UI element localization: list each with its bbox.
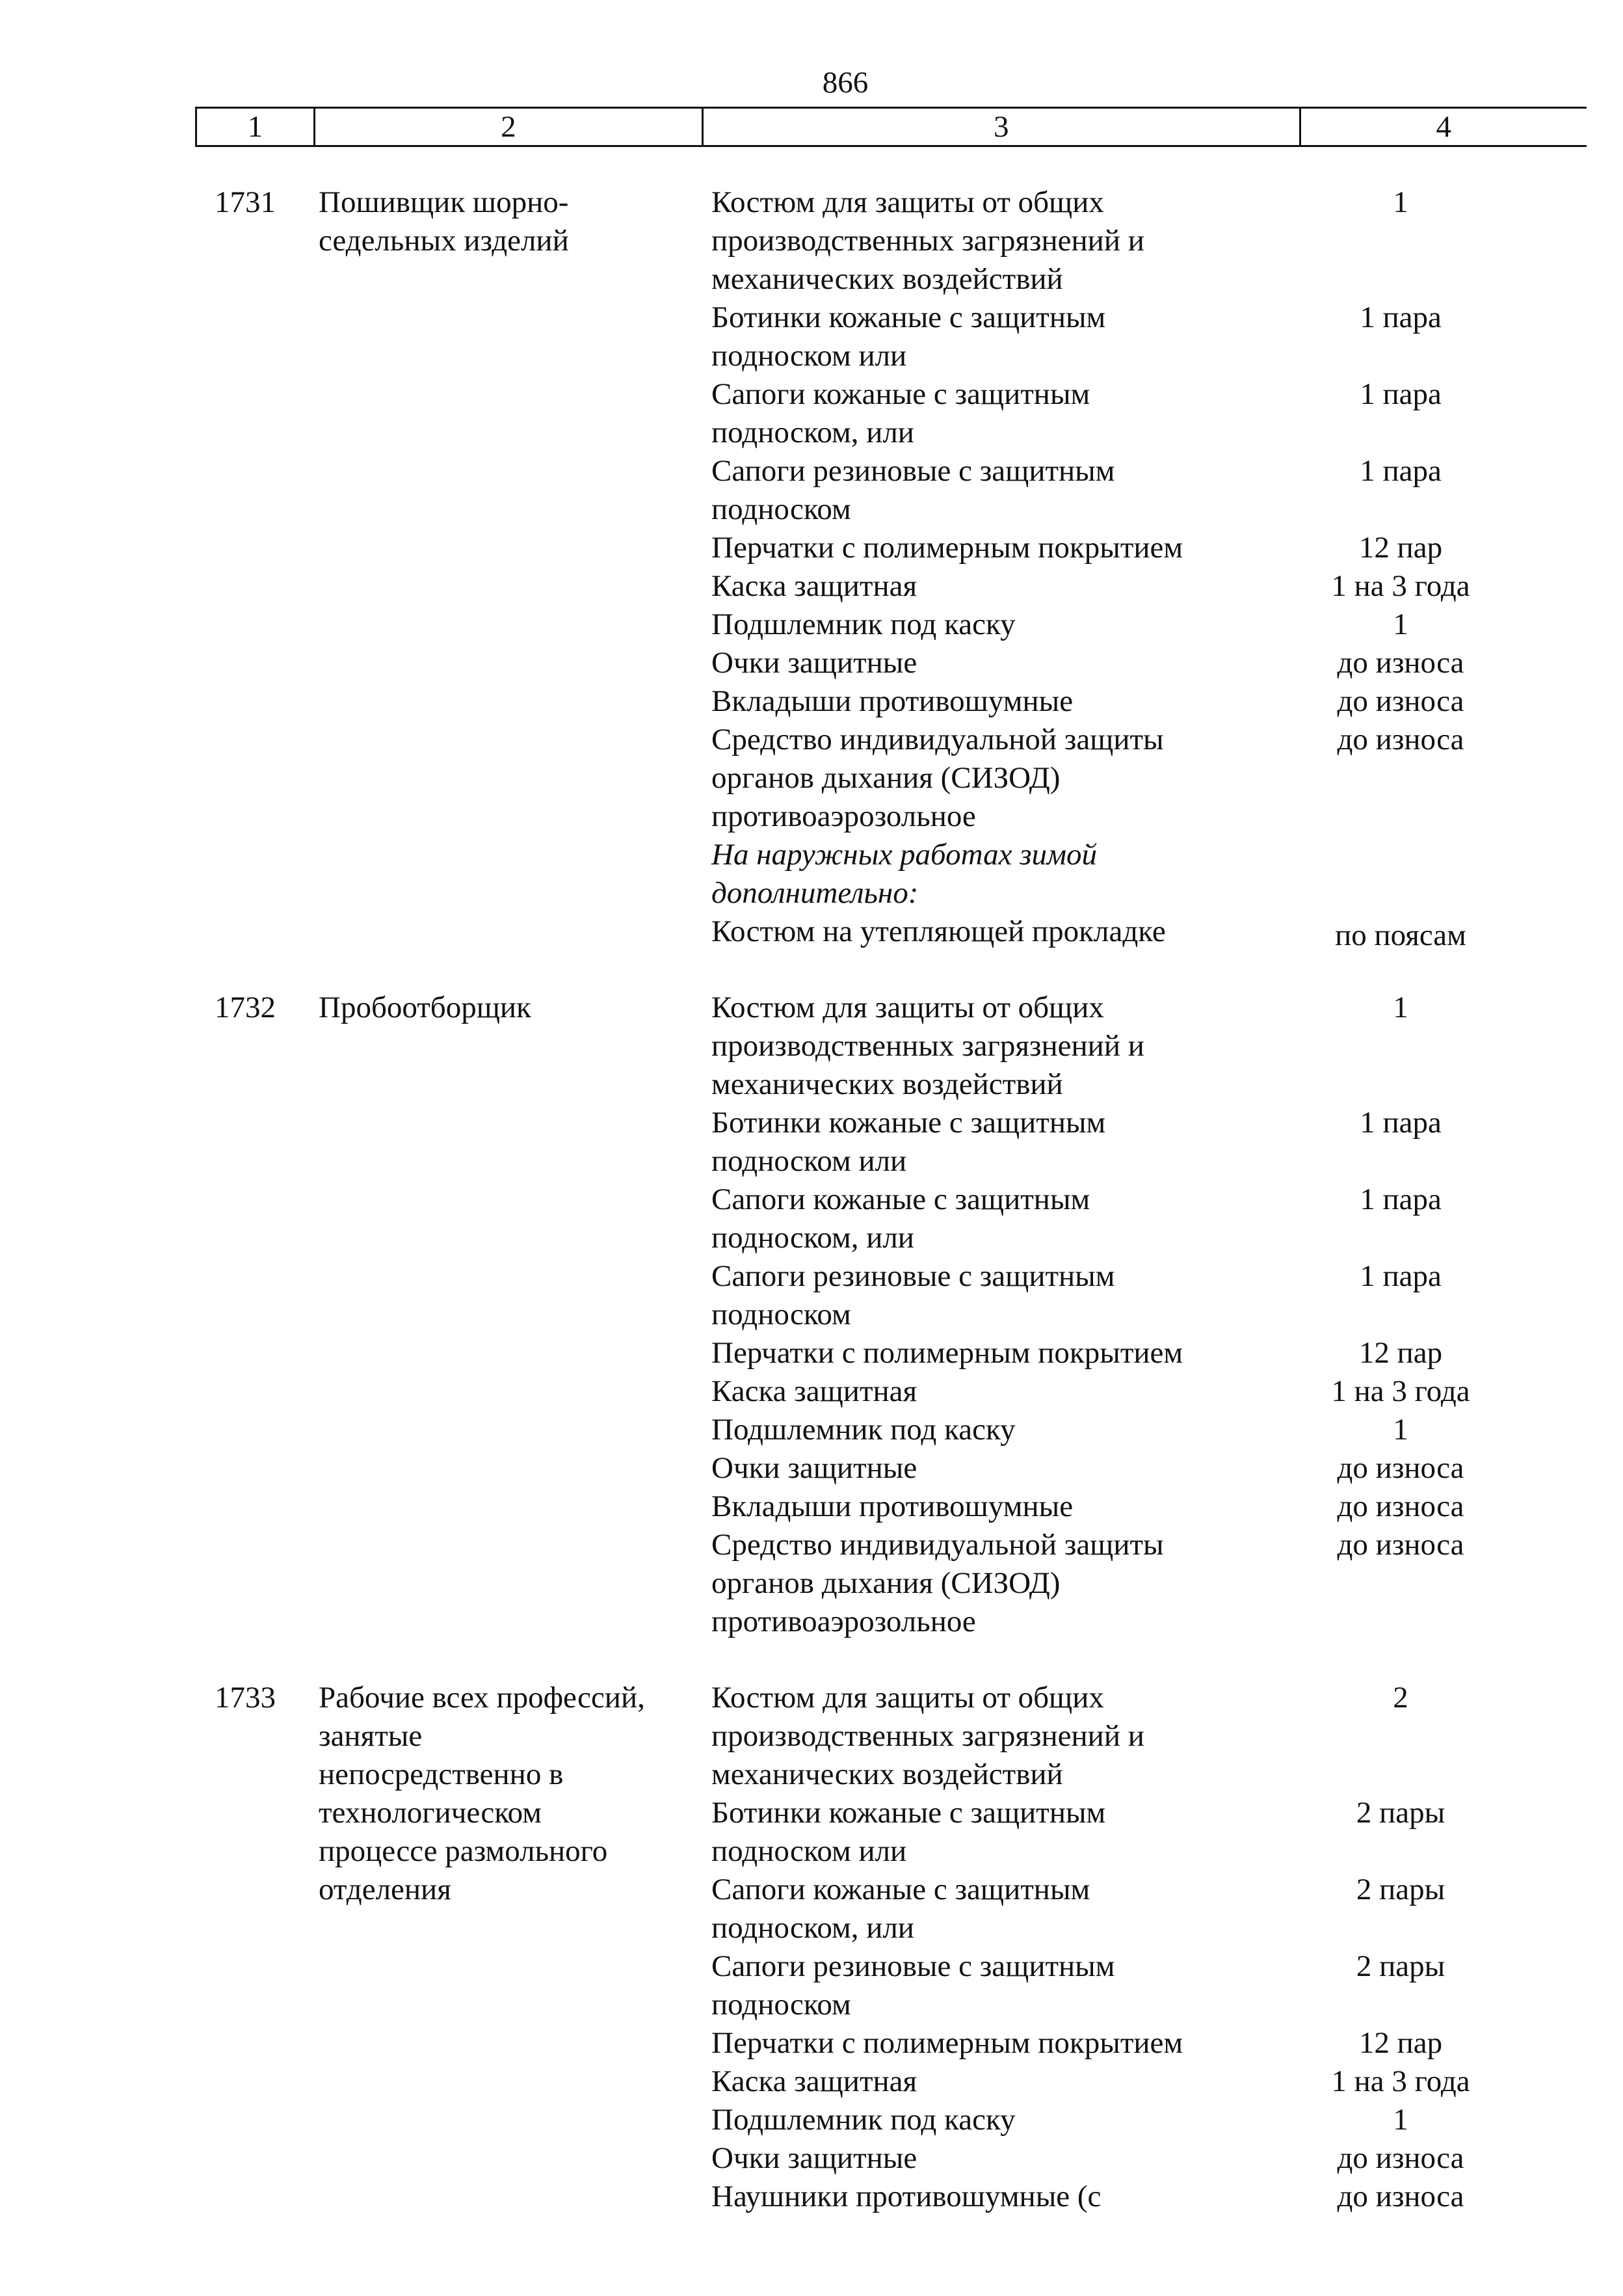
ppe-item bbox=[711, 1104, 1589, 1181]
ppe-item bbox=[711, 183, 1589, 299]
ppe-item-name: Костюм для защиты от общих производственных загрязнений и механических воздействий bbox=[711, 991, 1144, 1101]
table-row bbox=[0, 989, 1623, 1641]
row-number: 1732 bbox=[215, 991, 276, 1024]
ppe-item-norm: 12 пар bbox=[1358, 2026, 1443, 2060]
ppe-item-name: Ботинки кожаные с защитным подноском или bbox=[711, 1796, 1106, 1868]
ppe-item bbox=[711, 2139, 1589, 2178]
ppe-item bbox=[711, 1449, 1589, 1488]
ppe-item-norm: до износа bbox=[1337, 1528, 1464, 1562]
ppe-item-norm: до износа bbox=[1337, 723, 1464, 756]
ppe-item bbox=[711, 836, 1589, 913]
ppe-item bbox=[711, 299, 1589, 375]
ppe-item-norm: до износа bbox=[1337, 1489, 1464, 1523]
ppe-item-name: Подшлемник под каску bbox=[711, 2103, 1016, 2137]
ppe-item-name: Сапоги кожаные с защитным подноском, или bbox=[711, 377, 1090, 449]
ppe-item bbox=[711, 2101, 1589, 2139]
ppe-item-name: Средство индивидуальной защиты органов дыхания (СИЗОД) противоаэрозольное bbox=[711, 1528, 1164, 1638]
ppe-item-name: Очки защитные bbox=[711, 646, 917, 680]
header-col-4: 4 bbox=[1436, 110, 1452, 144]
table-header bbox=[195, 107, 1587, 147]
ppe-item bbox=[711, 375, 1589, 452]
ppe-item bbox=[711, 2024, 1589, 2062]
ppe-item bbox=[711, 1679, 1589, 1794]
ppe-item bbox=[711, 606, 1589, 644]
ppe-item-name: Костюм для защиты от общих производственных загрязнений и механических воздействий bbox=[711, 185, 1144, 296]
ppe-item bbox=[711, 529, 1589, 567]
ppe-item-norm: 12 пар bbox=[1358, 531, 1443, 565]
ppe-item-name: Наушники противошумные (с bbox=[711, 2180, 1102, 2213]
ppe-item bbox=[711, 1372, 1589, 1411]
profession-name: Рабочие всех профессий, занятые непосредственно в технологическом процессе размольного отделения bbox=[319, 1681, 645, 1906]
header-col-1: 1 bbox=[197, 109, 315, 145]
ppe-item-name: Перчатки с полимерным покрытием bbox=[711, 531, 1183, 565]
ppe-item-name: Вкладыши противошумные bbox=[711, 1489, 1074, 1523]
ppe-item-norm: 1 bbox=[1393, 991, 1408, 1024]
ppe-item-norm: 1 на 3 года bbox=[1331, 2064, 1470, 2098]
ppe-item-norm: до износа bbox=[1337, 2180, 1464, 2213]
ppe-item-name: Костюм для защиты от общих производственных загрязнений и механических воздействий bbox=[711, 1681, 1144, 1791]
ppe-item-list bbox=[711, 989, 1589, 1641]
ppe-item bbox=[711, 644, 1589, 682]
ppe-item-name: Вкладыши противошумные bbox=[711, 684, 1074, 718]
ppe-item-norm: до износа bbox=[1337, 646, 1464, 680]
ppe-item bbox=[711, 1257, 1589, 1334]
ppe-item-name: Подшлемник под каску bbox=[711, 1413, 1016, 1447]
ppe-item bbox=[711, 567, 1589, 606]
ppe-item-norm: 1 на 3 года bbox=[1331, 569, 1470, 603]
ppe-item-name: Ботинки кожаные с защитным подноском или bbox=[711, 300, 1106, 373]
ppe-item bbox=[711, 2062, 1589, 2101]
ppe-item-norm: 2 пары bbox=[1356, 1796, 1445, 1830]
ppe-item-name: Каска защитная bbox=[711, 2064, 917, 2098]
ppe-item bbox=[711, 1181, 1589, 1257]
ppe-item-name: Перчатки с полимерным покрытием bbox=[711, 2026, 1183, 2060]
ppe-item bbox=[711, 1871, 1589, 1947]
header-col-3: 3 bbox=[704, 109, 1301, 145]
ppe-item bbox=[711, 1794, 1589, 1871]
ppe-item-norm: 2 bbox=[1393, 1681, 1408, 1715]
table-row bbox=[0, 1679, 1623, 2216]
ppe-item-name: Сапоги резиновые с защитным подноском bbox=[711, 454, 1115, 526]
ppe-item-norm: 1 пара bbox=[1360, 377, 1442, 411]
ppe-item-norm: 1 пара bbox=[1360, 1182, 1442, 1216]
ppe-item-name: Сапоги резиновые с защитным подноском bbox=[711, 1949, 1115, 2022]
ppe-item-name: Сапоги кожаные с защитным подноском, или bbox=[711, 1873, 1090, 1945]
ppe-item-name: Средство индивидуальной защиты органов дыхания (СИЗОД) противоаэрозольное bbox=[711, 723, 1164, 833]
ppe-item-name: Каска защитная bbox=[711, 569, 917, 603]
ppe-item-norm: 12 пар bbox=[1358, 1336, 1443, 1370]
ppe-item bbox=[711, 452, 1589, 529]
ppe-item-list bbox=[711, 183, 1589, 951]
ppe-item-name: Ботинки кожаные с защитным подноском или bbox=[711, 1106, 1106, 1178]
ppe-item-norm: 2 пары bbox=[1356, 1949, 1445, 1983]
ppe-item-name: Очки защитные bbox=[711, 1451, 917, 1485]
ppe-item-name: Сапоги резиновые с защитным подноском bbox=[711, 1259, 1115, 1331]
ppe-item-name: Перчатки с полимерным покрытием bbox=[711, 1336, 1183, 1370]
row-number: 1731 bbox=[215, 185, 276, 219]
ppe-item-norm: до износа bbox=[1337, 684, 1464, 718]
ppe-item-name: Костюм на утепляющей прокладке bbox=[711, 914, 1166, 948]
ppe-item bbox=[711, 1488, 1589, 1526]
ppe-item bbox=[711, 1411, 1589, 1449]
ppe-item-norm: 1 пара bbox=[1360, 1259, 1442, 1293]
ppe-item-norm: 1 bbox=[1393, 185, 1408, 219]
header-col-2: 2 bbox=[315, 109, 704, 145]
ppe-item-norm: 1 bbox=[1393, 607, 1408, 641]
ppe-item bbox=[711, 989, 1589, 1104]
ppe-item-name: Сапоги кожаные с защитным подноском, или bbox=[711, 1182, 1090, 1255]
table-row bbox=[0, 183, 1623, 951]
ppe-item bbox=[711, 1526, 1589, 1641]
page-number: 866 bbox=[822, 66, 869, 100]
ppe-item-norm: 1 bbox=[1393, 1413, 1408, 1447]
ppe-item-name: Очки защитные bbox=[711, 2141, 917, 2175]
ppe-item-name: На наружных работах зимой дополнительно: bbox=[711, 838, 1098, 910]
ppe-item bbox=[711, 721, 1589, 836]
ppe-item bbox=[711, 2178, 1589, 2216]
ppe-item-norm: 1 пара bbox=[1360, 1106, 1442, 1140]
ppe-item-norm: 1 пара bbox=[1360, 454, 1442, 488]
ppe-item bbox=[711, 1334, 1589, 1372]
ppe-item-list bbox=[711, 1679, 1589, 2216]
ppe-item-name: Подшлемник под каску bbox=[711, 607, 1016, 641]
table-body bbox=[0, 183, 1623, 2254]
ppe-item-norm: 1 пара bbox=[1360, 300, 1442, 334]
ppe-item bbox=[711, 913, 1589, 951]
ppe-item-norm: по поясам bbox=[1335, 918, 1466, 952]
ppe-item-norm: 1 на 3 года bbox=[1331, 1374, 1470, 1408]
profession-name: Пошивщик шорно- седельных изделий bbox=[319, 185, 569, 258]
ppe-item-name: Каска защитная bbox=[711, 1374, 917, 1408]
ppe-item-norm: до износа bbox=[1337, 2141, 1464, 2175]
ppe-item bbox=[711, 1947, 1589, 2024]
profession-name: Пробоотборщик bbox=[319, 991, 531, 1024]
ppe-item-norm: 2 пары bbox=[1356, 1873, 1445, 1906]
row-number: 1733 bbox=[215, 1681, 276, 1715]
ppe-item-norm: до износа bbox=[1337, 1451, 1464, 1485]
ppe-item bbox=[711, 682, 1589, 721]
ppe-item-norm: 1 bbox=[1393, 2103, 1408, 2137]
